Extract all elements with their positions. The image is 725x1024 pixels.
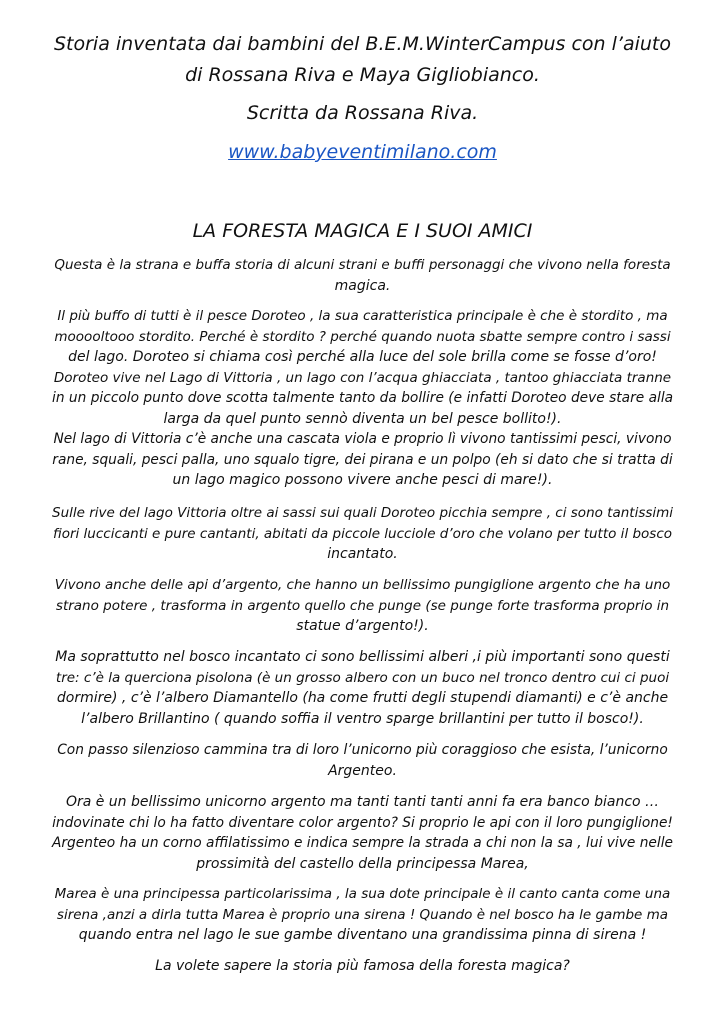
text-line: Argenteo.	[328, 762, 397, 779]
text-line: Ora è un bellissimo unicorno argento ma tanti tanti tanti anni fa era banco bianco …	[65, 794, 660, 810]
text-line: in un piccolo punto dove scotta talmente tanto da bollire (e infatti Doroteo deve stare alla	[52, 390, 674, 406]
text-line: Argenteo ha un corno affilatissimo e indica sempre la strada a chi non la sa , lui vive nelle	[52, 835, 673, 851]
header-line-1: Storia inventata dai bambini del B.E.M.WinterCampus con l’aiuto	[53, 33, 671, 55]
text-line: Nel lago di Vittoria c’è anche una cascata viola e proprio lì vivono tantissimi pesci, vivono	[53, 431, 672, 447]
paragraph-5	[52, 647, 673, 729]
text-line: del lago. Doroteo si chiama così perché alla luce del sole brilla come se fosse d’oro!	[68, 349, 657, 365]
paragraph-3	[52, 503, 673, 565]
text-line: Ma soprattutto nel bosco incantato ci sono bellissimi alberi ,i più importanti sono questi	[55, 649, 670, 665]
paragraph-8	[52, 884, 673, 946]
text-line: incantato.	[327, 546, 398, 562]
text-line: La volete sapere la storia più famosa della foresta magica?	[155, 958, 570, 974]
paragraph-9	[52, 956, 673, 977]
text-line: rane, squali, pesci palla, uno squalo tigre, dei pirana e un polpo (eh si dato che si tratta di	[52, 451, 673, 468]
text-line: statue d’argento!).	[296, 618, 429, 634]
paragraph-7	[52, 792, 673, 874]
text-line: Vivono anche delle api d’argento, che hanno un bellissimo pungiglione argento che ha uno	[54, 577, 671, 593]
header-line-2: di Rossana Riva e Maya Gigliobianco.	[185, 64, 540, 86]
text-line: indovinate chi lo ha fatto diventare color argento? Si proprio le api con il loro pungiglione!	[52, 814, 673, 831]
header-line-3: Scritta da Rossana Riva.	[246, 102, 479, 124]
text-line: Sulle rive del lago Vittoria oltre ai sassi sui quali Doroteo picchia sempre , ci sono tantissimi	[52, 505, 674, 521]
story-title: LA FORESTA MAGICA E I SUOI AMICI	[192, 220, 533, 242]
text-line: quando entra nel lago le sue gambe diventano una grandissima pinna di sirena !	[78, 927, 647, 943]
text-line: strano potere , trasforma in argento quello che punge (se punge forte trasforma proprio in	[55, 597, 670, 614]
text-line: l’albero Brillantino ( quando soffia il ventro sparge brillantini per tutto il bosco!).	[81, 710, 644, 727]
text-line: un lago magico possono vivere anche pesci di mare!).	[172, 472, 553, 488]
website-link[interactable]: www.babyeventimilano.com	[228, 141, 497, 163]
text-line: tre: c’è la querciona pisolona (è un grosso albero con un buco nel tronco dentro cui ci puoi	[55, 669, 670, 686]
paragraph-4	[52, 575, 673, 637]
paragraph-6	[52, 740, 673, 781]
text-line: larga da quel punto sennò diventa un bel pesce bollito!).	[163, 410, 562, 427]
text-line: dormire) , c’è l’albero Diamantello (ha come frutti degli stupendi diamanti) e c’è anche	[56, 690, 669, 706]
text-line: Questa è la strana e buffa storia di alcuni strani e buffi personaggi che vivono nella foresta	[54, 257, 671, 273]
text-line: prossimità del castello della principessa Marea,	[196, 855, 529, 872]
paragraph-2	[52, 306, 673, 491]
text-line: Doroteo vive nel Lago di Vittoria , un lago con l’acqua ghiacciata , tantoo ghiacciata tranne	[53, 369, 672, 386]
text-line: magica.	[334, 277, 391, 294]
text-line: Il più buffo di tutti è il pesce Doroteo , la sua caratteristica principale è che è stordito , ma	[57, 308, 668, 324]
paragraph-1	[52, 255, 673, 296]
text-line: fiori luccicanti e pure cantanti, abitati da piccole lucciole d’oro che volano per tutto il bosco	[52, 525, 673, 542]
text-line: sirena ,anzi a dirla tutta Marea è proprio una sirena ! Quando è nel bosco ha le gambe ma	[56, 906, 669, 923]
text-line: mooooltooo stordito. Perché è stordito ? perché quando nuota sbatte sempre contro i sassi	[54, 328, 671, 345]
text-line: Con passo silenzioso cammina tra di loro l’unicorno più coraggioso che esista, l’unicorno	[57, 742, 668, 758]
text-line: Marea è una principessa particolarissima , la sua dote principale è il canto canta come una	[54, 886, 671, 902]
